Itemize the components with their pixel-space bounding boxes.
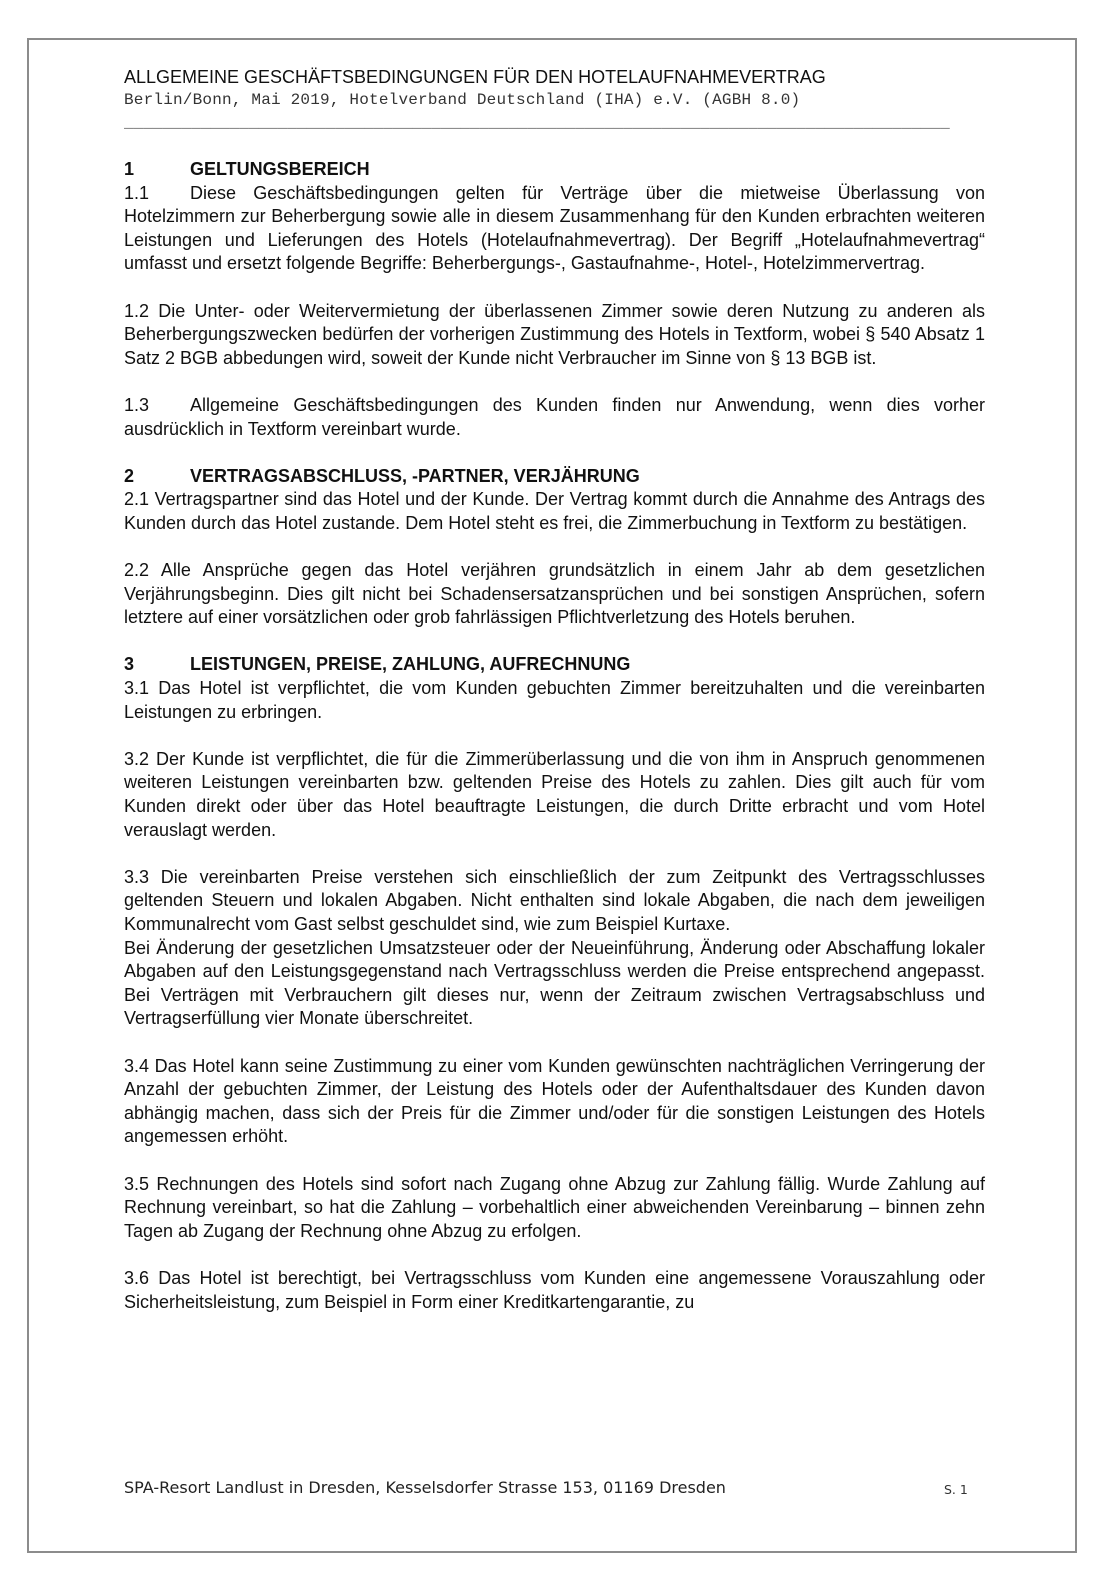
- section-number: 2: [124, 465, 135, 486]
- paragraph-1-1: [124, 182, 985, 276]
- paragraph-2-1: 2.1 Vertragspartner sind das Hotel und der Kunde. Der Vertrag kommt durch die Annahme des Antrags des Kunden durch das Hotel zustande. Dem Hotel steht es frei, die Zimmerbuchung in Textform zu bestätigen.: [124, 489, 985, 533]
- paragraph-3-4: 3.4 Das Hotel kann seine Zustimmung zu einer vom Kunden gewünschten nachträglichen Verringerung der Anzahl der gebuchten Zimmer, der Leistung des Hotels oder der Aufenthaltsdauer des Kunden davon abhängig machen, dass sich der Preis für die Zimmer und/oder für die sonstigen Leistungen des Hotels angemessen erhöht.: [124, 1055, 985, 1147]
- document-body: [124, 158, 985, 1314]
- paragraph-1-3: [124, 394, 985, 441]
- paragraph-2-2: 2.2 Alle Ansprüche gegen das Hotel verjähren grundsätzlich in einem Jahr ab dem gesetzlichen Verjährungsbeginn. Dies gilt nicht bei Schadensersatzansprüchen und bei sonstigen Ansprüchen, sofern letztere auf einer vorsätzlichen oder grob fahrlässigen Pflichtverletzung des Hotels beruhen.: [124, 560, 985, 628]
- paragraph-text: Allgemeine Geschäftsbedingungen des Kunden finden nur Anwendung, wenn dies vorher ausdrücklich in Textform vereinbart wurde.: [124, 394, 985, 439]
- section-heading-2: [124, 465, 985, 489]
- paragraph-3-3: 3.3 Die vereinbarten Preise verstehen sich einschließlich der zum Zeitpunkt des Vertragsschlusses geltenden Steuern und lokalen Abgaben. Nicht enthalten sind lokale Abgaben, die nach dem jeweiligen Kommunalrecht vom Gast selbst geschuldet sind, wie zum Beispiel Kurtaxe.: [124, 866, 985, 934]
- section-number: 1: [124, 159, 135, 179]
- paragraph-3-1: 3.1 Das Hotel ist verpflichtet, die vom Kunden gebuchten Zimmer bereitzuhalten und die vereinbarten Leistungen zu erbringen.: [124, 678, 985, 722]
- section-number: 3: [124, 654, 135, 675]
- paragraph-number: 1.3: [124, 394, 150, 415]
- document-title: ALLGEMEINE GESCHÄFTSBEDINGUNGEN FÜR DEN HOTELAUFNAHMEVERTRAG: [124, 67, 826, 87]
- header-rule: ______________________________________________________________________________________: [124, 114, 950, 132]
- document-subtitle: Berlin/Bonn, Mai 2019, Hotelverband Deutschland (IHA) e.V. (AGBH 8.0): [124, 91, 801, 109]
- paragraph-3-3-continued: Bei Änderung der gesetzlichen Umsatzsteuer oder der Neueinführung, Änderung oder Abschaffung lokaler Abgaben auf den Leistungsgegenstand nach Vertragsschluss werden die Preise entsprechend angepasst. Bei Verträgen mit Verbrauchern gilt dieses nur, wenn der Zeitraum zwischen Vertragsabschluss und Vertragserfüllung vier Monate überschreitet.: [124, 937, 985, 1029]
- paragraph-text: Diese Geschäftsbedingungen gelten für Verträge über die mietweise Überlassung von Hotelzimmern zur Beherbergung sowie alle in diesem Zusammenhang für den Kunden erbrachten weiteren Leistungen und Lieferungen des Hotels (Hotelaufnahmevertrag). Der Begriff „Hotelaufnahmevertrag“ umfasst und ersetzt folgende Begriffe: Beherbergungs-, Gastaufnahme-, Hotel-, Hotelzimmervertrag.: [124, 182, 985, 274]
- paragraph-3-2: 3.2 Der Kunde ist verpflichtet, die für die Zimmerüberlassung und die von ihm in Anspruch genommenen weiteren Leistungen vereinbarten bzw. geltenden Preise des Hotels zu zahlen. Dies gilt auch für vom Kunden direkt oder über das Hotel beauftragte Leistungen, die durch Dritte erbracht und vom Hotel verauslagt werden.: [124, 748, 985, 840]
- paragraph-1-2: 1.2 Die Unter- oder Weitervermietung der überlassenen Zimmer sowie deren Nutzung zu anderen als Beherbergungszwecken bedürfen der vorherigen Zustimmung des Hotels in Textform, wobei § 540 Absatz 1 Satz 2 BGB abbedungen wird, soweit der Kunde nicht Verbraucher im Sinne von § 13 BGB ist.: [124, 300, 985, 368]
- paragraph-3-5: 3.5 Rechnungen des Hotels sind sofort nach Zugang ohne Abzug zur Zahlung fällig. Wurde Zahlung auf Rechnung vereinbart, so hat die Zahlung – vorbehaltlich einer abweichenden Vereinbarung – binnen zehn Tagen ab Zugang der Rechnung ohne Abzug zu erfolgen.: [124, 1173, 985, 1241]
- paragraph-3-6: 3.6 Das Hotel ist berechtigt, bei Vertragsschluss vom Kunden eine angemessene Vorauszahlung oder Sicherheitsleistung, zum Beispiel in Form einer Kreditkartengarantie, zu: [124, 1267, 985, 1312]
- section-heading-3: [124, 653, 985, 677]
- section-title: LEISTUNGEN, PREISE, ZAHLUNG, AUFRECHNUNG: [190, 654, 631, 675]
- footer-address: SPA-Resort Landlust in Dresden, Kesselsdorfer Strasse 153, 01169 Dresden: [124, 1478, 726, 1497]
- section-title: VERTRAGSABSCHLUSS, -PARTNER, VERJÄHRUNG: [190, 465, 640, 486]
- section-heading-1: [124, 158, 985, 182]
- section-title: GELTUNGSBEREICH: [190, 159, 370, 179]
- page-number: S. 1: [944, 1482, 968, 1497]
- paragraph-number: 1.1: [124, 182, 150, 203]
